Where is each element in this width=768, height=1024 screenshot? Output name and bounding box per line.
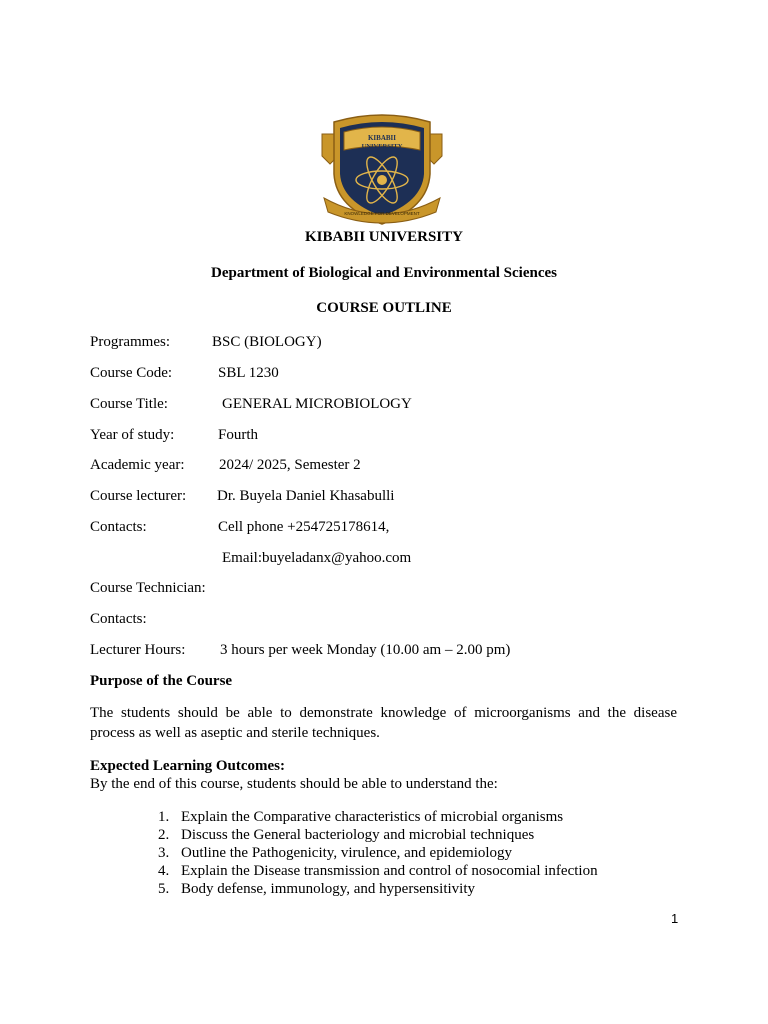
purpose-text-line1: The students should be able to demonstrate knowledge of microorganisms and the disease — [90, 705, 677, 721]
contacts-label: Contacts: — [90, 519, 147, 535]
list-item — [158, 880, 598, 898]
course-lecturer-label: Course lecturer: — [90, 488, 187, 504]
list-number: 5. — [158, 881, 170, 897]
course-technician-label: Course Technician: — [90, 580, 206, 596]
outcomes-heading: Expected Learning Outcomes: — [90, 758, 285, 774]
lecturer-hours-value: 3 hours per week Monday (10.00 am – 2.00 pm) — [220, 642, 511, 658]
course-title-value: GENERAL MICROBIOLOGY — [222, 396, 412, 412]
academic-year-value: 2024/ 2025, Semester 2 — [219, 457, 361, 473]
university-name: KIBABII UNIVERSITY — [305, 229, 463, 245]
department-name: Department of Biological and Environmental Sciences — [211, 265, 557, 281]
list-number: 1. — [158, 809, 170, 825]
list-text: Body defense, immunology, and hypersensitivity — [181, 881, 475, 897]
outcomes-intro: By the end of this course, students should be able to understand the: — [90, 776, 498, 792]
document-title: COURSE OUTLINE — [316, 300, 452, 316]
list-number: 4. — [158, 863, 170, 879]
email-value: Email:buyeladanx@yahoo.com — [222, 550, 412, 566]
outcomes-list — [158, 808, 598, 898]
programmes-value: BSC (BIOLOGY) — [212, 334, 322, 350]
list-text: Outline the Pathogenicity, virulence, and epidemiology — [181, 845, 513, 861]
list-text: Discuss the General bacteriology and microbial techniques — [181, 827, 535, 843]
list-text: Explain the Disease transmission and control of nosocomial infection — [181, 863, 598, 879]
list-item — [158, 862, 598, 880]
logo-text-line2: UNIVERSITY — [361, 143, 403, 150]
year-of-study-value: Fourth — [218, 427, 259, 443]
page-number: 1 — [671, 911, 679, 926]
course-title-label: Course Title: — [90, 396, 168, 412]
lecturer-hours-label: Lecturer Hours: — [90, 642, 186, 658]
university-logo — [318, 112, 446, 230]
year-of-study-label: Year of study: — [90, 427, 175, 443]
list-text: Explain the Comparative characteristics of microbial organisms — [181, 809, 564, 825]
list-item — [158, 826, 598, 844]
purpose-text-line2: process as well as aseptic and sterile techniques. — [90, 725, 380, 741]
course-code-value: SBL 1230 — [218, 365, 279, 381]
purpose-heading: Purpose of the Course — [90, 673, 233, 689]
logo-motto: KNOWLEDGE FOR DEVELOPMENT — [344, 211, 420, 216]
course-lecturer-value: Dr. Buyela Daniel Khasabulli — [217, 488, 395, 504]
academic-year-label: Academic year: — [90, 457, 185, 473]
technician-contacts-label: Contacts: — [90, 611, 147, 627]
programmes-label: Programmes: — [90, 334, 170, 350]
list-number: 3. — [158, 845, 170, 861]
logo-text-line1: KIBABII — [367, 134, 397, 142]
course-code-label: Course Code: — [90, 365, 173, 381]
list-item — [158, 844, 598, 862]
cell-phone-value: Cell phone +254725178614, — [218, 519, 390, 535]
list-number: 2. — [158, 827, 170, 843]
list-item — [158, 808, 598, 826]
